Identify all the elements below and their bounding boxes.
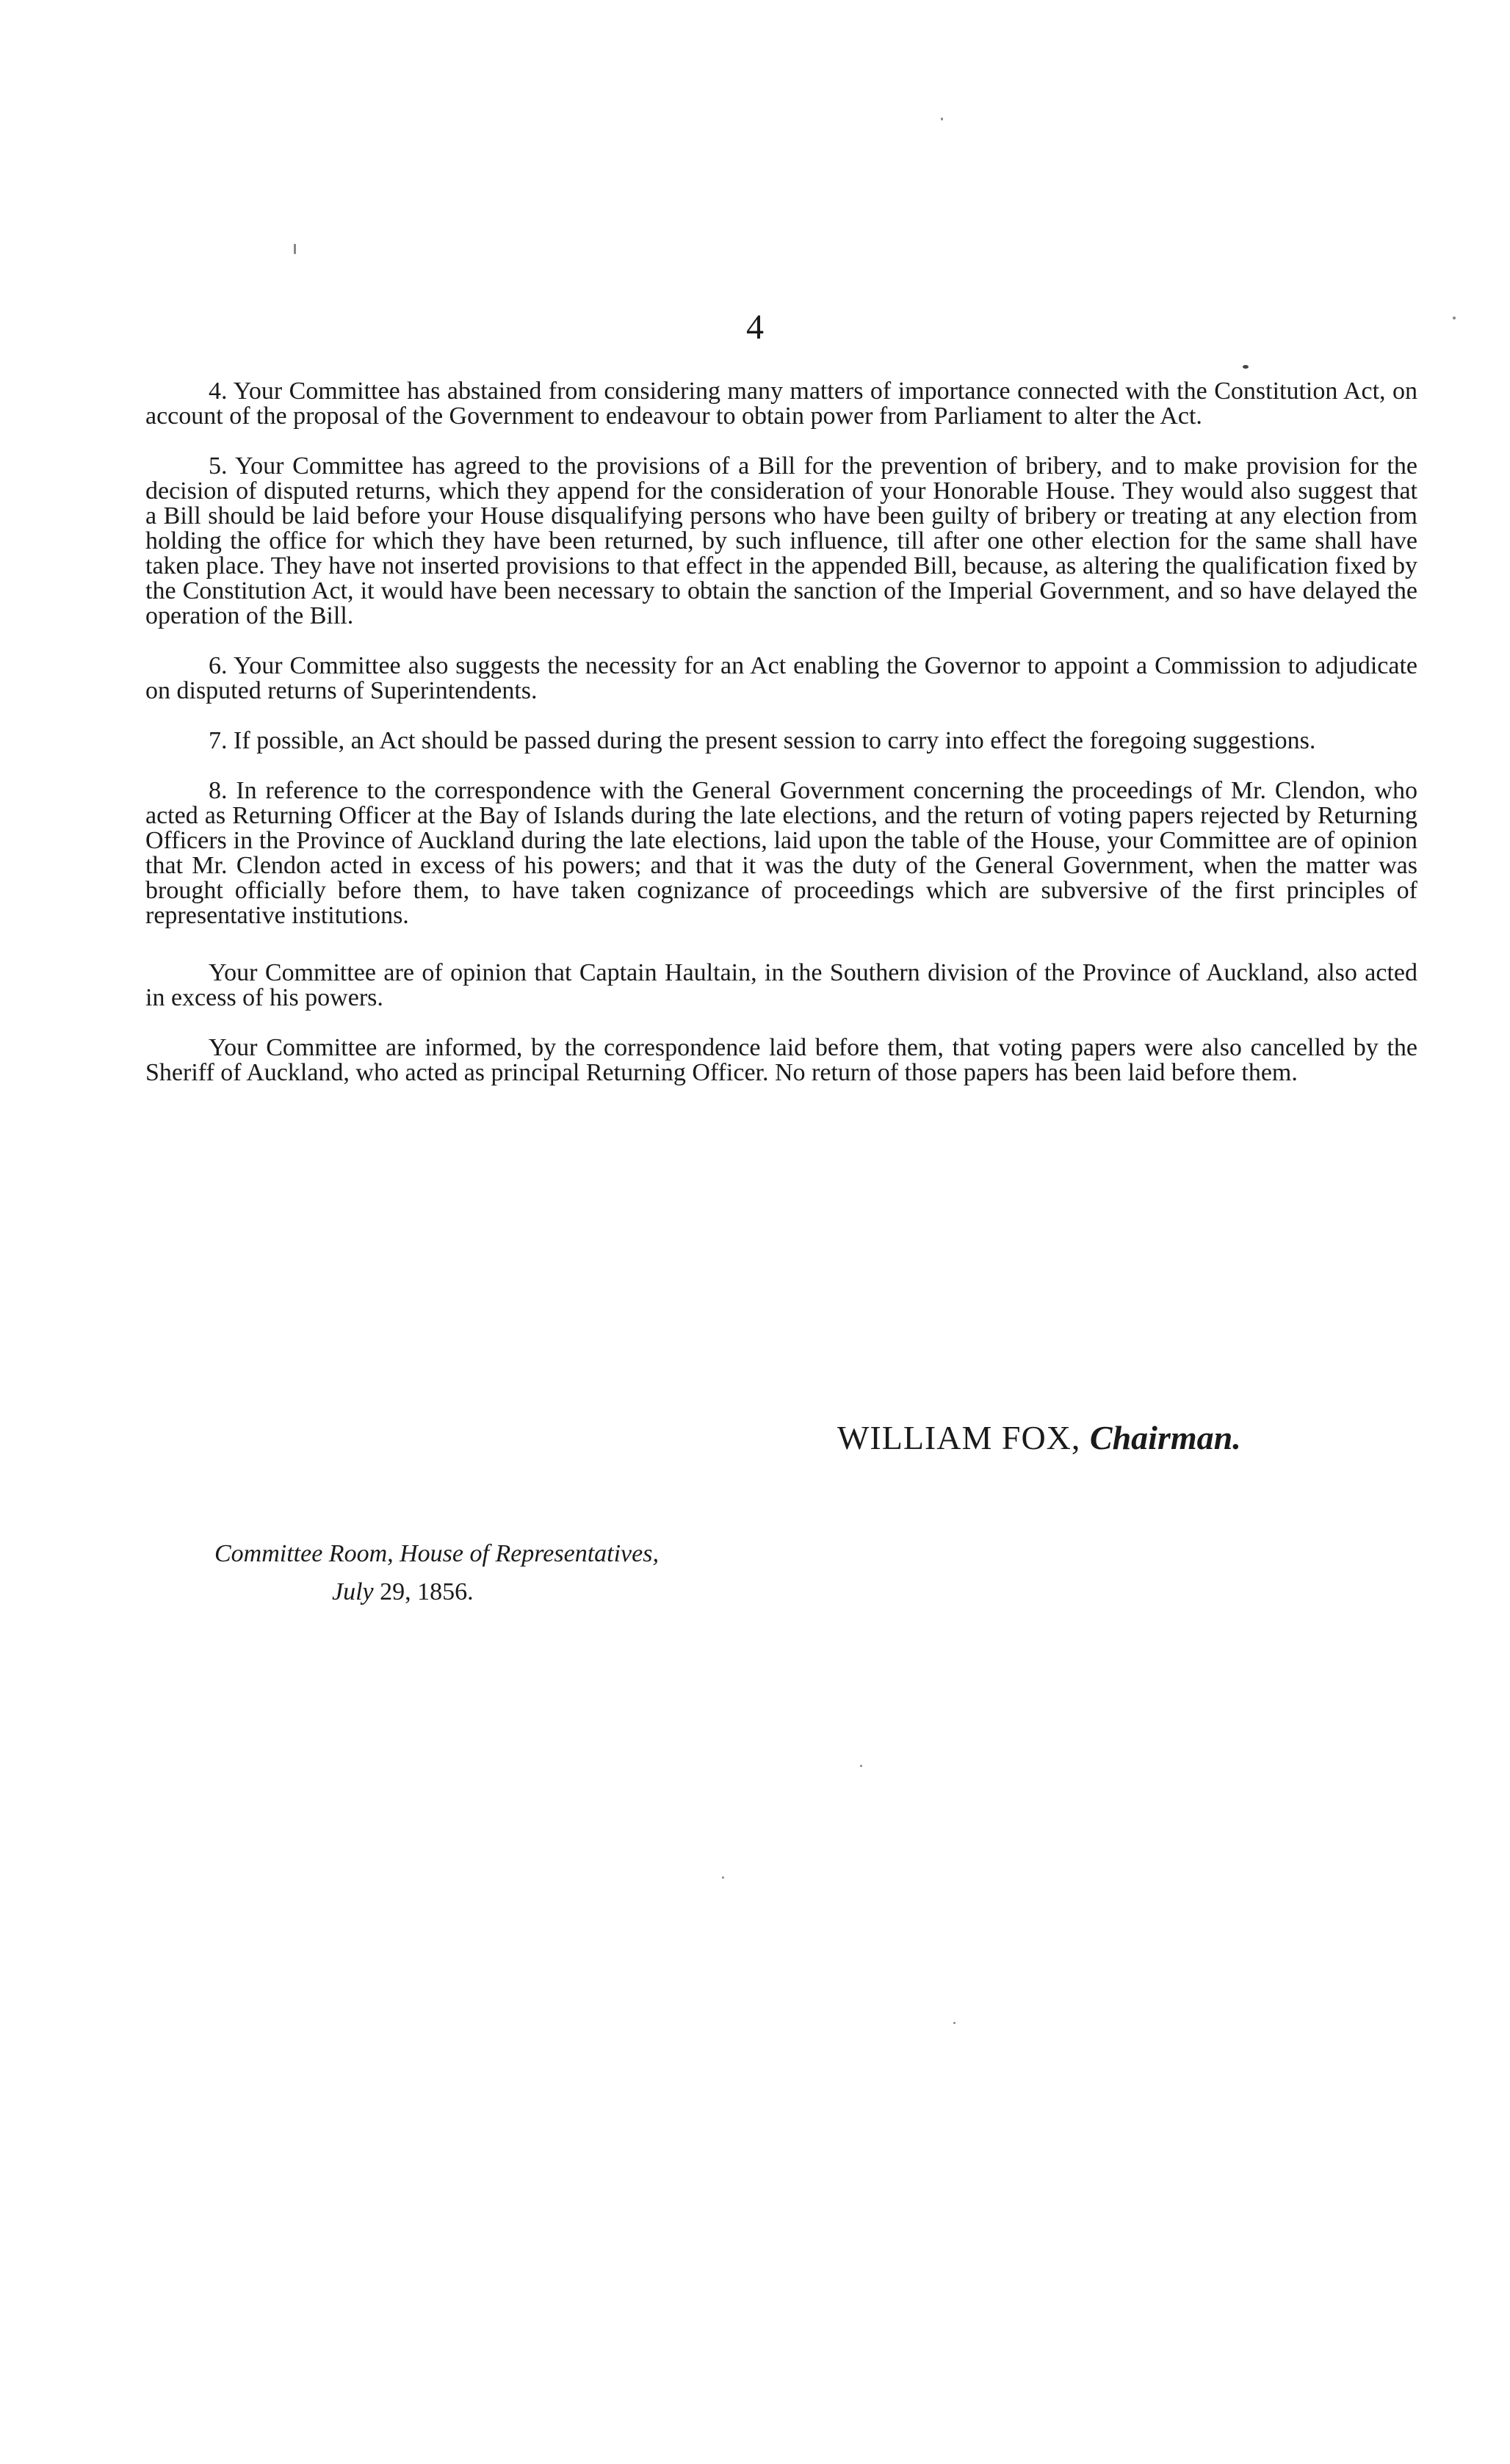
paragraph-haultain: Your Committee are of opinion that Captain Haultain, in the Southern division of the Province of Auckland, also acted in excess of his powers. [145,959,1417,1011]
dateline-day-year: 29, 1856. [380,1578,474,1605]
dateline [214,1535,875,1611]
signatory-title: Chairman. [1089,1419,1241,1456]
page-number: 4 [746,308,764,347]
scan-speck [953,2022,956,2024]
paragraph-7: 7. If possible, an Act should be passed during the present session to carry into effect the foregoing suggestions. [209,727,1316,754]
dateline-place: Committee Room, House of Representatives, [214,1540,659,1567]
dateline-month: July [332,1578,374,1605]
paragraph-4: 4. Your Committee has abstained from considering many matters of importance connected with the Constitution Act, on account of the proposal of the Government to endeavour to obtain power from Parliament to alter the Act. [145,377,1417,430]
paragraph-sheriff: Your Committee are informed, by the correspondence laid before them, that voting papers were also cancelled by the Sheriff of Auckland, who acted as principal Returning Officer. No return of those papers has been laid before them. [145,1034,1417,1086]
paragraph-5: 5. Your Committee has agreed to the provisions of a Bill for the prevention of bribery, and to make provision for the decision of disputed returns, which they append for the consideration of your Honorable House. They would also suggest that a Bill should be laid before your House disqualifying persons who have been guilty of bribery or treating at any election from holding the office for which they have been returned, by such influence, till after one other election for the same shall have taken place. They have not inserted provisions to that effect in the appended Bill, because, as altering the qualification fixed by the Constitution Act, it would have been necessary to obtain the sanction of the Imperial Government, and so have delayed the operation of the Bill. [145,452,1417,629]
signature-block [837,1417,1381,1459]
paragraph-8: 8. In reference to the correspondence with the General Government concerning the proceedings of Mr. Clendon, who acted as Returning Officer at the Bay of Islands during the late elections, and the return of voting papers rejected by Returning Officers in the Province of Auckland during the late elections, laid upon the table of the House, your Committee are of opinion that Mr. Clendon acted in excess of his powers; and that it was the duty of the General Government, when the matter was brought officially before them, to have taken cognizance of proceedings which are subversive of the first principles of representative institutions. [145,777,1417,929]
signatory-name: WILLIAM FOX, [837,1419,1081,1456]
scan-speck [860,1765,862,1767]
dateline-date [214,1573,875,1611]
scan-speck [1243,365,1249,369]
paragraph-6: 6. Your Committee also suggests the necessity for an Act enabling the Governor to appoint a Commission to adjudicate on disputed returns of Superintendents. [145,652,1417,704]
scan-speck [941,118,943,120]
report-body [145,379,1417,1110]
scan-speck [294,244,296,254]
scan-speck [722,1876,724,1879]
